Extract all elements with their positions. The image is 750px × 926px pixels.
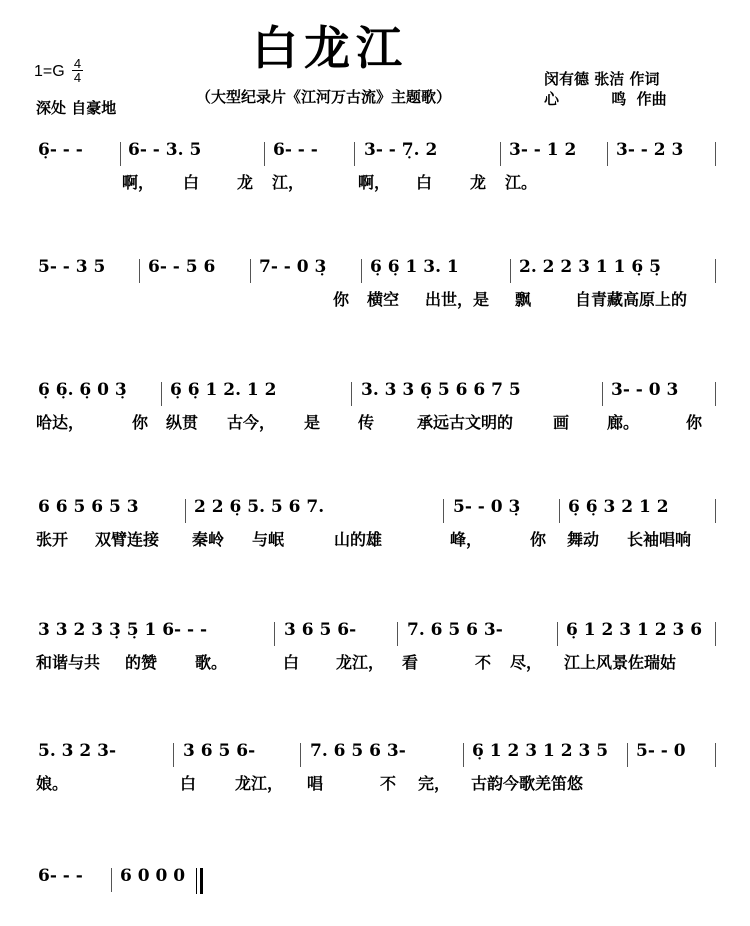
lyric: 飘 [515, 290, 532, 309]
lyric: 廊。 [607, 413, 640, 432]
measure: 6 0 0 0 [120, 866, 186, 886]
lyric: 龙江， [235, 774, 284, 793]
lyric: 自青藏高原上的 [575, 290, 688, 309]
lyric: 唱 [307, 774, 324, 793]
lyric: 歌。 [195, 653, 228, 672]
lyric: 与岷 [252, 530, 285, 549]
lyric: 啊， [358, 173, 391, 192]
lyric: 白 [283, 653, 300, 672]
measure: 3. 3 3 6̣ 5 6 6 7 5 [361, 380, 521, 400]
lyric: 江上风景佐瑞姑 [564, 653, 677, 672]
measure: 6̣ 6̣ 1 3. 1 [370, 257, 459, 277]
lyric: 传 [358, 413, 375, 432]
lyric: 啊， [122, 173, 155, 192]
measure: 3- - 7̣. 2 [364, 140, 438, 160]
final-barline [200, 868, 203, 894]
lyric: 的赞 [125, 653, 158, 672]
subtitle: （大型纪录片《江河万古流》主题歌） [196, 88, 452, 106]
score-system-5 [0, 620, 750, 680]
lyric: 你 [686, 413, 703, 432]
song-title: 白龙江 [252, 21, 408, 75]
lyric: 白 [183, 173, 200, 192]
measure: 6̣ 6̣. 6̣ 0 3̣ [38, 380, 127, 400]
lyric: 长袖唱响 [627, 530, 692, 549]
measure: 6- - 3. 5 [128, 140, 202, 160]
measure: 5- - 3 5 [38, 257, 106, 277]
score-system-7 [0, 866, 750, 926]
measure: 6- - - [38, 866, 83, 886]
lyric: 古韵今歌羌笛悠 [471, 774, 584, 793]
measure: 6- - - [273, 140, 318, 160]
measure: 3 6 5 6- [284, 620, 357, 640]
measure: 6̣ 1 2 3 1 2 3 6 [566, 620, 703, 640]
measure: 7. 6 5 6 3- [407, 620, 503, 640]
lyric: 江。 [505, 173, 538, 192]
measure: 3 3 2 3 3̣ 5̣ 1 6- - - [38, 620, 208, 640]
time-signature-bottom: 4 [73, 70, 82, 85]
score-system-2 [0, 257, 750, 317]
lyric: 画 [553, 413, 570, 432]
lyric: 看 [402, 653, 419, 672]
lyric: 尽， [510, 653, 543, 672]
lyric: 不 [475, 653, 492, 672]
tempo-marking: 深处 自豪地 [36, 99, 117, 117]
measure: 6̣ 6̣ 3 2 1 2 [568, 497, 669, 517]
lyric: 出世，是 [425, 290, 490, 309]
lyric: 完， [418, 774, 451, 793]
measure: 3- - 1 2 [509, 140, 577, 160]
lyric: 白 [416, 173, 433, 192]
lyric: 龙江， [336, 653, 385, 672]
measure: 6̣ 6̣ 1 2. 1 2 [170, 380, 277, 400]
lyric: 纵贯 [166, 413, 199, 432]
composer-credit: 心 鸣 作曲 [544, 90, 667, 108]
lyric: 承远古文明的 [417, 413, 514, 432]
measure: 3- - 0 3 [611, 380, 679, 400]
time-signature-top: 4 [73, 56, 82, 71]
measure: 6 6 5 6 5 3 [38, 497, 139, 517]
lyric: 江， [272, 173, 305, 192]
lyric: 哈达， [36, 413, 85, 432]
lyric: 龙 [470, 173, 487, 192]
score-system-4 [0, 497, 750, 557]
measure: 6- - 5 6 [148, 257, 216, 277]
score-system-1 [0, 140, 750, 200]
measure: 2 2 6̣ 5. 5 6 7. [194, 497, 325, 517]
lyric: 和谐与共 [36, 653, 101, 672]
measure: 2. 2 2 3 1 1 6̣ 5̣ [519, 257, 661, 277]
lyricist-credit: 闵有德 张洁 作词 [544, 70, 660, 88]
measure: 7- - 0 3̣ [259, 257, 327, 277]
time-signature [72, 57, 83, 84]
lyric: 张开 [36, 530, 69, 549]
score-system-3 [0, 380, 750, 440]
lyric: 舞动 [567, 530, 600, 549]
lyric: 是 [304, 413, 321, 432]
lyric: 娘。 [36, 774, 69, 793]
lyric: 山的雄 [334, 530, 383, 549]
lyric: 横空 [367, 290, 400, 309]
measure: 5- - 0 [636, 741, 686, 761]
measure: 3- - 2 3 [616, 140, 684, 160]
lyric: 秦岭 [192, 530, 225, 549]
lyric: 你 [333, 290, 350, 309]
lyric: 你 [132, 413, 149, 432]
measure: 3 6 5 6- [183, 741, 256, 761]
lyric: 不 [380, 774, 397, 793]
lyric: 你 [530, 530, 547, 549]
lyric: 双臂连接 [95, 530, 160, 549]
measure: 6̣- - - [38, 140, 83, 160]
measure: 5. 3 2 3- [38, 741, 117, 761]
lyric: 古今， [227, 413, 276, 432]
key-signature: 1=G [34, 63, 65, 80]
lyric: 峰， [450, 530, 483, 549]
score-system-6 [0, 741, 750, 801]
measure: 6̣ 1 2 3 1 2 3 5 [472, 741, 609, 761]
lyric: 龙 [237, 173, 254, 192]
measure: 7. 6 5 6 3- [310, 741, 406, 761]
lyric: 白 [180, 774, 197, 793]
measure: 5- - 0 3̣ [453, 497, 521, 517]
